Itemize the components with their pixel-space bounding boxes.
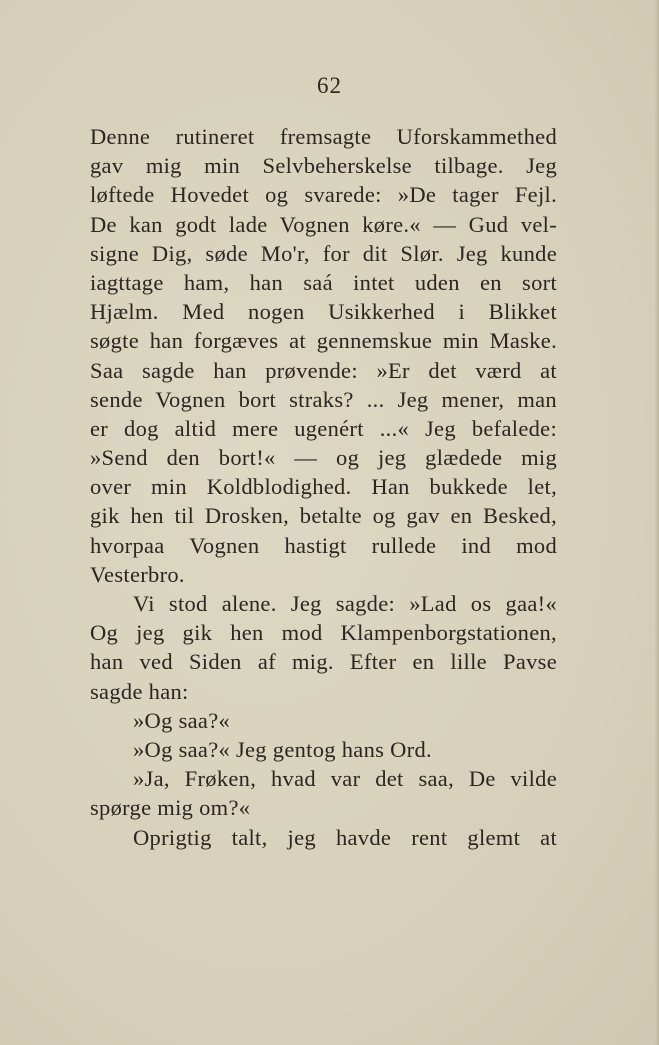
text-line: gik hen til Drosken, betalte og gav en Besked,	[90, 503, 557, 529]
text-line: Saa sagde han prøvende: »Er det værd at	[90, 357, 557, 383]
text-line: »Og saa?«	[133, 707, 231, 733]
text-line: spørge mig om?«	[90, 795, 251, 821]
text-line: »Ja, Frøken, hvad var det saa, De vilde	[133, 766, 557, 792]
body-text	[90, 122, 557, 852]
text-line: »Og saa?« Jeg gentog hans Ord.	[133, 736, 432, 762]
page-number: 62	[317, 73, 342, 98]
text-line: gav mig min Selvbeherskelse tilbage. Jeg	[90, 153, 557, 179]
text-line: sende Vognen bort straks? ... Jeg mener, man	[90, 386, 557, 412]
text-line: løftede Hovedet og svarede: »De tager Fejl.	[90, 182, 557, 208]
text-line: Og jeg gik hen mod Klampenborgstationen,	[90, 620, 557, 646]
text-line: Hjælm. Med nogen Usikkerhed i Blikket	[90, 299, 557, 325]
text-line: signe Dig, søde Mo'r, for dit Slør. Jeg kunde	[90, 240, 557, 266]
text-line: han ved Siden af mig. Efter en lille Pavse	[90, 649, 557, 675]
text-line: er dog altid mere ugenért ...« Jeg befalede:	[90, 415, 557, 441]
text-line: søgte han forgæves at gennemskue min Maske.	[90, 328, 557, 354]
text-line: »Send den bort!« — og jeg glædede mig	[90, 445, 557, 471]
text-line: iagttage ham, han saá intet uden en sort	[90, 269, 557, 295]
page-edge	[655, 0, 659, 1045]
text-line: hvorpaa Vognen hastigt rullede ind mod	[90, 532, 557, 558]
text-line: sagde han:	[90, 678, 189, 704]
text-line: De kan godt lade Vognen køre.« — Gud vel-	[90, 211, 557, 237]
text-line: over min Koldblodighed. Han bukkede let,	[90, 474, 557, 500]
text-line: Vi stod alene. Jeg sagde: »Lad os gaa!«	[133, 591, 557, 616]
text-line: Oprigtig talt, jeg havde rent glemt at	[133, 824, 557, 850]
text-line: Vesterbro.	[90, 561, 185, 587]
text-line: Denne rutineret fremsagte Uforskammethed	[90, 124, 557, 149]
